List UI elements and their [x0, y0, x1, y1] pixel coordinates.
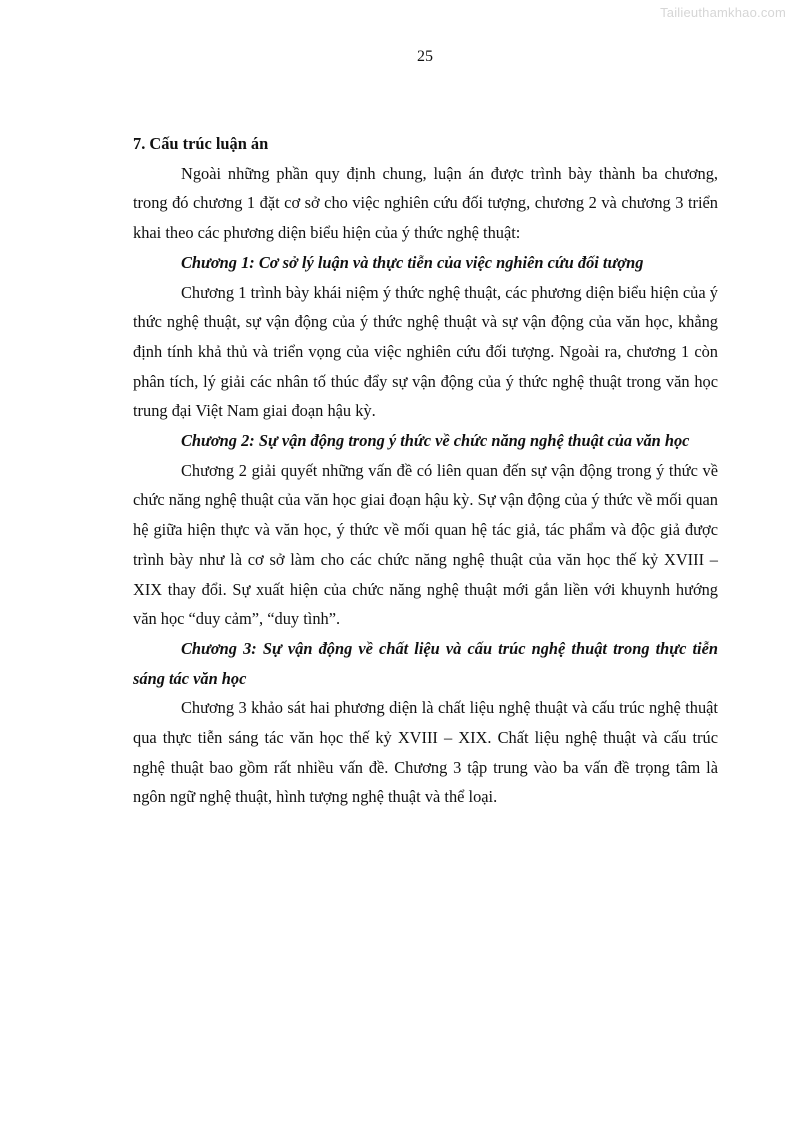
intro-paragraph: Ngoài những phần quy định chung, luận án được trình bày thành ba chương, trong đó chương 1 đặt cơ sở cho việc nghiên cứu đối tượng, chương 2 và chương 3 triển khai theo các phương diện biểu hiện của ý thức nghệ thuật:	[133, 163, 718, 243]
chapter-2-title: Chương 2: Sự vận động trong ý thức về chức năng nghệ thuật của văn học	[181, 431, 690, 451]
chapter-3-title: Chương 3: Sự vận động về chất liệu và cấu trúc nghệ thuật trong thực tiễn sáng tác văn học	[133, 638, 718, 688]
watermark: Tailieuthamkhao.com	[660, 5, 786, 20]
chapter-3-body: Chương 3 khảo sát hai phương diện là chất liệu nghệ thuật và cấu trúc nghệ thuật qua thực tiễn sáng tác văn học thế kỷ XVIII – XIX. Chất liệu nghệ thuật và cấu trúc nghệ thuật bao gồm rất nhiều vấn đề. Chương 3 tập trung vào ba vấn đề trọng tâm là ngôn ngữ nghệ thuật, hình tượng nghệ thuật và thể loại.	[133, 698, 718, 807]
section-heading: 7. Cấu trúc luận án	[133, 134, 269, 153]
chapter-1-body: Chương 1 trình bày khái niệm ý thức nghệ thuật, các phương diện biểu hiện của ý thức nghệ thuật, sự vận động của ý thức nghệ thuật và sự vận động của văn học, khẳng định tính khả thủ và triển vọng của việc nghiên cứu đối tượng. Ngoài ra, chương 1 còn phân tích, lý giải các nhân tố thúc đẩy sự vận động của ý thức nghệ thuật trong văn học trung đại Việt Nam giai đoạn hậu kỳ.	[133, 282, 718, 421]
chapter-1-title: Chương 1: Cơ sở lý luận và thực tiễn của việc nghiên cứu đối tượng	[181, 252, 644, 272]
page-number: 25	[417, 48, 433, 65]
chapter-2-body: Chương 2 giải quyết những vấn đề có liên quan đến sự vận động trong ý thức về chức năng nghệ thuật của văn học giai đoạn hậu kỳ. Sự vận động của ý thức về mối quan hệ giữa hiện thực và văn học, ý thức về mối quan hệ tác giả, tác phẩm và độc giả được trình bày như là cơ sở làm cho các chức năng nghệ thuật của văn học thế kỷ XVIII – XIX thay đổi. Sự xuất hiện của chức năng nghệ thuật mới gắn liền với khuynh hướng văn học “duy cảm”, “duy tình”.	[133, 460, 718, 629]
document-body	[133, 129, 718, 812]
